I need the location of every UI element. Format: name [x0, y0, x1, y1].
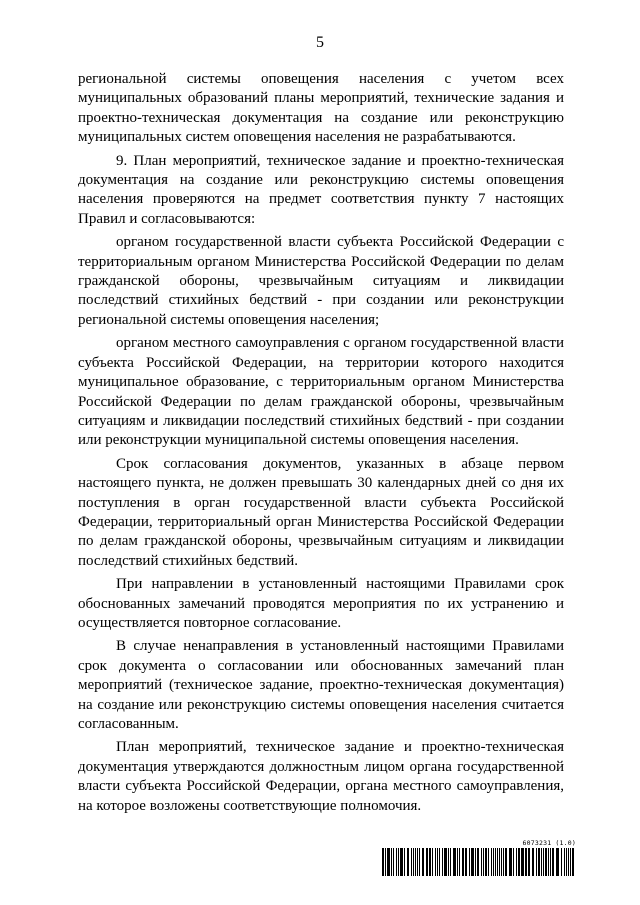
- paragraph-adoption: План мероприятий, техническое задание и проектно-техническая документация утверждаются должностным лицом органа государственной власти субъекта Российской Федерации, органа местного самоуправления, на которое возложены соответствующие полномочия.: [78, 739, 564, 814]
- barcode-caption: 6073231 (1.0): [522, 839, 576, 847]
- paragraph-continuation: региональной системы оповещения населения с учетом всех муниципальных образований планы мероприятий, технические задания и проектно-техническая документация на создание или реконструкцию муниципальных систем оповещения населения не разрабатываются.: [78, 71, 564, 146]
- paragraph-remarks: При направлении в установленный настоящими Правилами срок обоснованных замечаний проводятся мероприятия по их устранению и осуществляется повторное согласование.: [78, 576, 564, 631]
- document-barcode: [382, 839, 576, 877]
- paragraph-implicit-approval: В случае ненаправления в установленный настоящими Правилами срок документа о согласовании или обоснованных замечаний план мероприятий (техническое задание, проектно-техническая документация) на создание или реконструкцию системы оповещения населения считается согласованным.: [78, 638, 564, 732]
- paragraph-item-9: 9. План мероприятий, техническое задание и проектно-техническая документация на создание или реконструкцию системы оповещения населения проверяются на предмет соответствия пункту 7 настоящих Правил и согласовываются:: [78, 152, 564, 227]
- page-number: 5: [316, 34, 324, 51]
- paragraph-municipal-approval: органом местного самоуправления с органом государственной власти субъекта Российской Федерации, на территории которого находится муниципальное образование, с территориальным органом Министерства Российской Федерации по делам гражданской обороны, чрезвычайным ситуациям и ликвидации последствий стихийных бедствий - при создании или реконструкции муниципальной системы оповещения населения.: [78, 335, 564, 449]
- body-text: [78, 70, 564, 820]
- paragraph-regional-approval: органом государственной власти субъекта Российской Федерации с территориальным органом Министерства Российской Федерации по делам гражданской обороны, чрезвычайным ситуациям и ликвидации последствий стихийных бедствий - при создании или реконструкции региональной системы оповещения населения;: [78, 234, 564, 328]
- paragraph-approval-term: Срок согласования документов, указанных в абзаце первом настоящего пункта, не должен превышать 30 календарных дней со дня их поступления в орган государственной власти субъекта Российской Федерации, территориальный орган Министерства Российской Федерации по делам гражданской обороны, чрезвычайным ситуациям и ликвидации последствий стихийных бедствий.: [78, 455, 564, 569]
- barcode-icon: [382, 848, 576, 876]
